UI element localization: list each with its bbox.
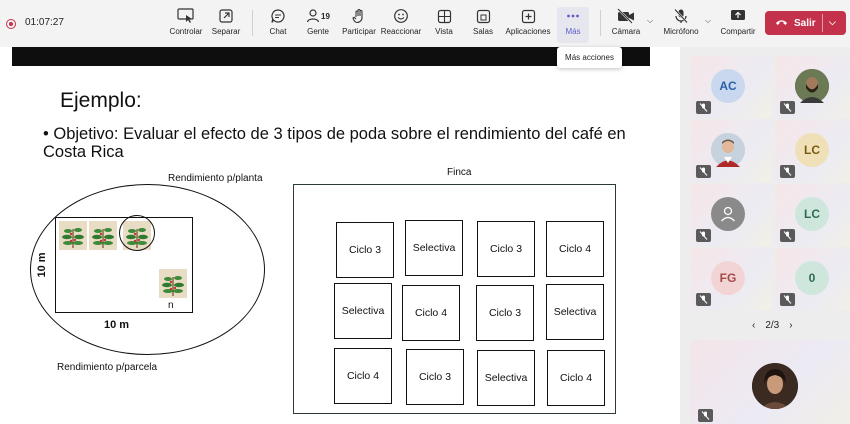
farm-plot-cell: Ciclo 3 [406,349,464,405]
muted-mic-icon [696,229,711,242]
avatar: 0 [795,261,829,295]
avatar: AC [711,69,745,103]
farm-plot-cell: Ciclo 3 [336,222,394,278]
people-count: 19 [321,11,330,21]
avatar-photo [711,133,745,167]
chat-icon [270,7,286,25]
muted-mic-icon [780,101,795,114]
toolbar-divider [600,10,601,36]
microphone-label: Micrófono [663,27,699,36]
slide-header-bar [12,47,650,66]
apps-button[interactable] [505,7,551,43]
view-button[interactable] [432,7,456,43]
label-farm: Finca [447,167,472,178]
leave-label: Salir [794,17,816,29]
farm-plot-cell: Selectiva [405,220,463,276]
react-button[interactable] [380,7,422,43]
avatar-photo [795,69,829,103]
people-label: Gente [307,27,329,36]
participant-tile[interactable] [691,120,772,182]
bullet-text: Objetivo: Evaluar el efecto de 3 tipos de poda sobre el rendimiento del café en Costa Rica [43,125,626,161]
muted-mic-icon [696,101,711,114]
label-n: n [168,300,174,311]
avatar-photo [752,363,798,409]
participant-tile[interactable] [691,248,772,310]
hang-up-icon [775,18,788,29]
muted-mic-icon [780,229,795,242]
toolbar-divider [252,10,253,36]
control-button[interactable] [168,7,204,43]
farm-plot-cell: Selectiva [334,283,392,339]
coffee-plant-icon [159,269,187,298]
highlight-circle [119,215,155,251]
view-label: Vista [435,27,453,36]
more-label: Más [565,27,581,36]
farm-plot-cell: Selectiva [546,284,604,340]
coffee-plant-icon [89,221,117,250]
next-page-button[interactable]: › [789,320,793,331]
grid-view-icon [437,7,452,25]
coffee-plant-icon [59,221,87,250]
react-label: Reaccionar [380,27,422,36]
chat-button[interactable] [265,7,291,43]
participant-tile-large[interactable] [690,340,850,424]
farm-plot-cell: Ciclo 4 [547,350,605,406]
muted-mic-icon [696,165,711,178]
slide-bullet [43,125,633,161]
participant-tile[interactable] [691,56,772,118]
leave-divider [822,14,823,32]
farm-plot-cell: Ciclo 4 [334,348,392,404]
microphone-button[interactable] [662,7,700,43]
farm-plot-cell: Selectiva [477,350,535,406]
more-dots-icon [565,7,581,25]
muted-mic-icon [780,165,795,178]
camera-button[interactable] [610,7,642,43]
camera-chevron-down-icon[interactable]: ⌵ [647,16,654,25]
more-button[interactable] [557,7,589,43]
farm-plot-cell: Ciclo 3 [476,285,534,341]
people-button[interactable] [303,7,333,43]
muted-mic-icon [780,293,795,306]
generic-person-icon [711,197,745,231]
label-10m-horizontal: 10 m [104,319,130,331]
slide-title: Ejemplo: [60,89,142,112]
breakout-rooms-icon [476,7,491,25]
farm-plot-cell: Ciclo 4 [402,285,460,341]
recording-icon [6,19,16,29]
share-label: Compartir [720,27,756,36]
muted-mic-icon [696,293,711,306]
bullet-dot: • [43,125,54,143]
rooms-button[interactable] [472,7,494,43]
leave-chevron-down-icon[interactable]: ⌵ [829,17,836,27]
separate-button[interactable] [210,7,242,43]
label-yield-per-parcel: Rendimiento p/parcela [57,362,158,373]
more-actions-tooltip: Más acciones [557,47,622,68]
rooms-label: Salas [472,27,493,36]
call-timer: 01:07:27 [25,17,64,28]
farm-plot-cell: Ciclo 3 [477,221,535,277]
camera-label: Cámara [611,27,641,36]
camera-off-icon [617,7,635,25]
participant-tile[interactable] [775,56,850,118]
people-icon [306,7,330,25]
participant-tile[interactable] [775,120,850,182]
prev-page-button[interactable]: ‹ [752,320,756,331]
popout-icon [218,7,234,25]
shared-content-stage [0,47,680,424]
participant-tile[interactable] [691,184,772,246]
screen-control-icon [177,7,195,25]
chat-label: Chat [269,27,287,36]
farm-plot-cell: Ciclo 4 [546,221,604,277]
page-indicator: 2/3 [765,320,780,331]
apps-label: Aplicaciones [505,27,551,36]
share-button[interactable] [720,7,756,43]
avatar: LC [795,133,829,167]
muted-mic-icon [698,409,713,422]
avatar: LC [795,197,829,231]
avatar: FG [711,261,745,295]
separate-label: Separar [211,27,241,36]
mic-off-icon [673,7,689,25]
label-yield-per-plant: Rendimiento p/planta [168,173,263,184]
smiley-icon [393,7,409,25]
share-screen-icon [730,7,746,25]
gallery-pager [752,320,793,331]
mic-chevron-down-icon[interactable]: ⌵ [705,16,712,25]
raise-hand-label: Participar [342,27,376,36]
participant-tile[interactable] [775,184,850,246]
participant-tile[interactable] [775,248,850,310]
leave-button[interactable] [765,11,846,35]
label-10m-vertical: 10 m [36,252,48,278]
hand-icon [352,7,366,25]
raise-hand-button[interactable] [341,7,377,43]
add-app-icon [521,7,536,25]
meeting-toolbar [0,0,850,47]
control-label: Controlar [169,27,203,36]
